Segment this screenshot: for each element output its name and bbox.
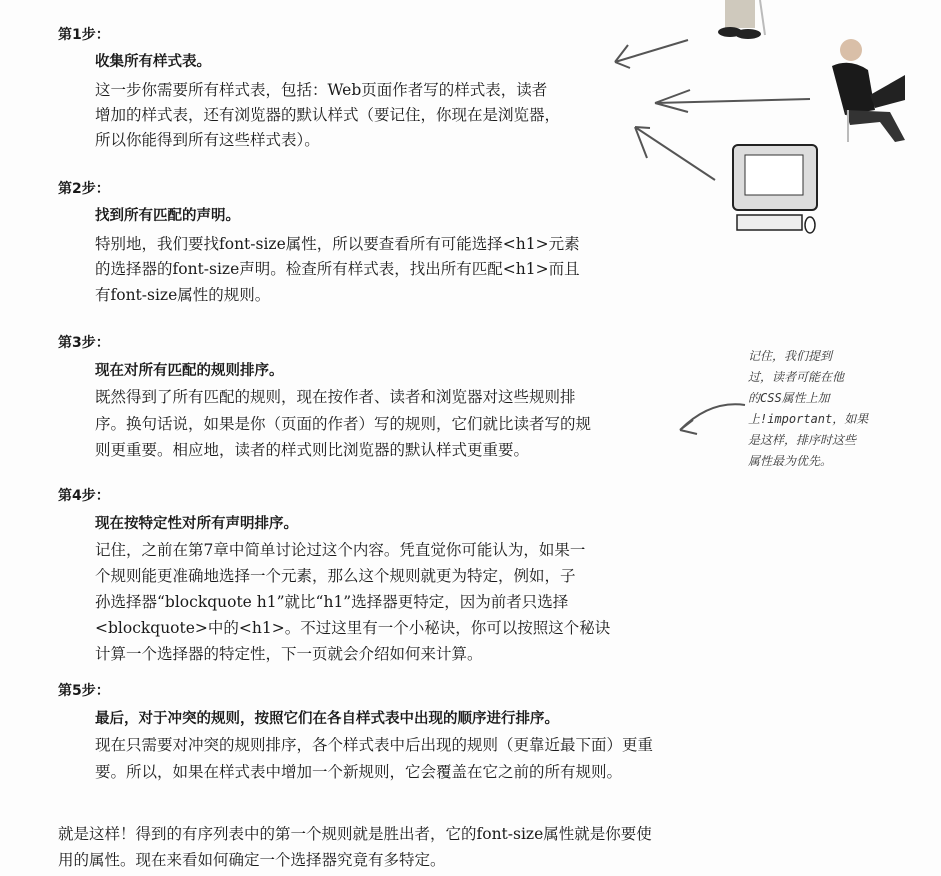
body-line: 孙选择器“blockquote h1”就比“h1”选择器更特定，因为前者只选择 — [95, 593, 569, 611]
body-line: 这一步你需要所有样式表，包括：Web页面作者写的样式表，读者 — [95, 81, 548, 99]
conclusion-line: 就是这样！得到的有序列表中的第一个规则就是胜出者，它的font-size属性就是你要使 — [58, 825, 652, 843]
body-line: 既然得到了所有匹配的规则，现在按作者、读者和浏览器对这些规则排 — [95, 388, 576, 406]
body-line: 有font-size属性的规则。 — [95, 286, 271, 304]
body-line: 则更重要。相应地，读者的样式则比浏览器的默认样式更重要。 — [95, 441, 530, 459]
step-4-label: 第4步： — [58, 488, 110, 504]
body-line: <blockquote>中的<h1>。不过这里有一个小秘诀，你可以按照这个秘诀 — [95, 619, 611, 637]
step-1-title: 收集所有样式表。 — [95, 54, 211, 70]
note-line: 的CSS属性上加 — [748, 391, 830, 405]
step-2-title: 找到所有匹配的声明。 — [95, 208, 240, 224]
step-5-title: 最后，对于冲突的规则，按照它们在各自样式表中出现的顺序进行排序。 — [95, 711, 559, 727]
conclusion-line: 用的属性。现在来看如何确定一个选择器究竟有多特定。 — [58, 851, 446, 869]
note-line: 上!important，如果 — [748, 412, 869, 426]
body-line: 特别地，我们要找font-size属性，所以要查看所有可能选择<h1>元素 — [95, 235, 580, 253]
note-line: 是这样，排序时这些 — [748, 433, 857, 447]
note-line: 记住，我们提到 — [748, 349, 833, 363]
step-2-label: 第2步： — [58, 181, 110, 197]
body-line: 记住，之前在第7章中简单讨论过这个内容。凭直觉你可能认为，如果一 — [95, 541, 586, 559]
handwritten-note — [748, 346, 868, 472]
body-line: 增加的样式表，还有浏览器的默认样式（要记住，你现在是浏览器， — [95, 106, 561, 124]
body-line: 要。所以，如果在样式表中增加一个新规则，它会覆盖在它之前的所有规则。 — [95, 763, 623, 781]
body-line: 的选择器的font-size声明。检查所有样式表，找出所有匹配<h1>而且 — [95, 260, 580, 278]
reader-figure — [832, 39, 905, 142]
computer-icon — [733, 145, 817, 233]
body-line: 现在只需要对冲突的规则排序，各个样式表中后出现的规则（更靠近最下面）更重 — [95, 736, 654, 754]
note-line: 过，读者可能在他 — [748, 370, 845, 384]
step-3-label: 第3步： — [58, 335, 110, 351]
step-5-label: 第5步： — [58, 683, 110, 699]
author-figure — [718, 0, 765, 39]
step-4-title: 现在按特定性对所有声明排序。 — [95, 516, 298, 532]
step-3-title: 现在对所有匹配的规则排序。 — [95, 363, 284, 379]
body-line: 计算一个选择器的特定性，下一页就会介绍如何来计算。 — [95, 645, 483, 663]
body-line: 个规则能更准确地选择一个元素，那么这个规则就更为特定，例如，子 — [95, 567, 576, 585]
step-1-label: 第1步： — [58, 27, 110, 43]
body-line: 序。换句话说，如果是你（页面的作者）写的规则，它们就比读者写的规 — [95, 415, 592, 433]
note-line: 属性最为优先。 — [748, 454, 833, 468]
body-line: 所以你能得到所有这些样式表）。 — [95, 131, 320, 149]
